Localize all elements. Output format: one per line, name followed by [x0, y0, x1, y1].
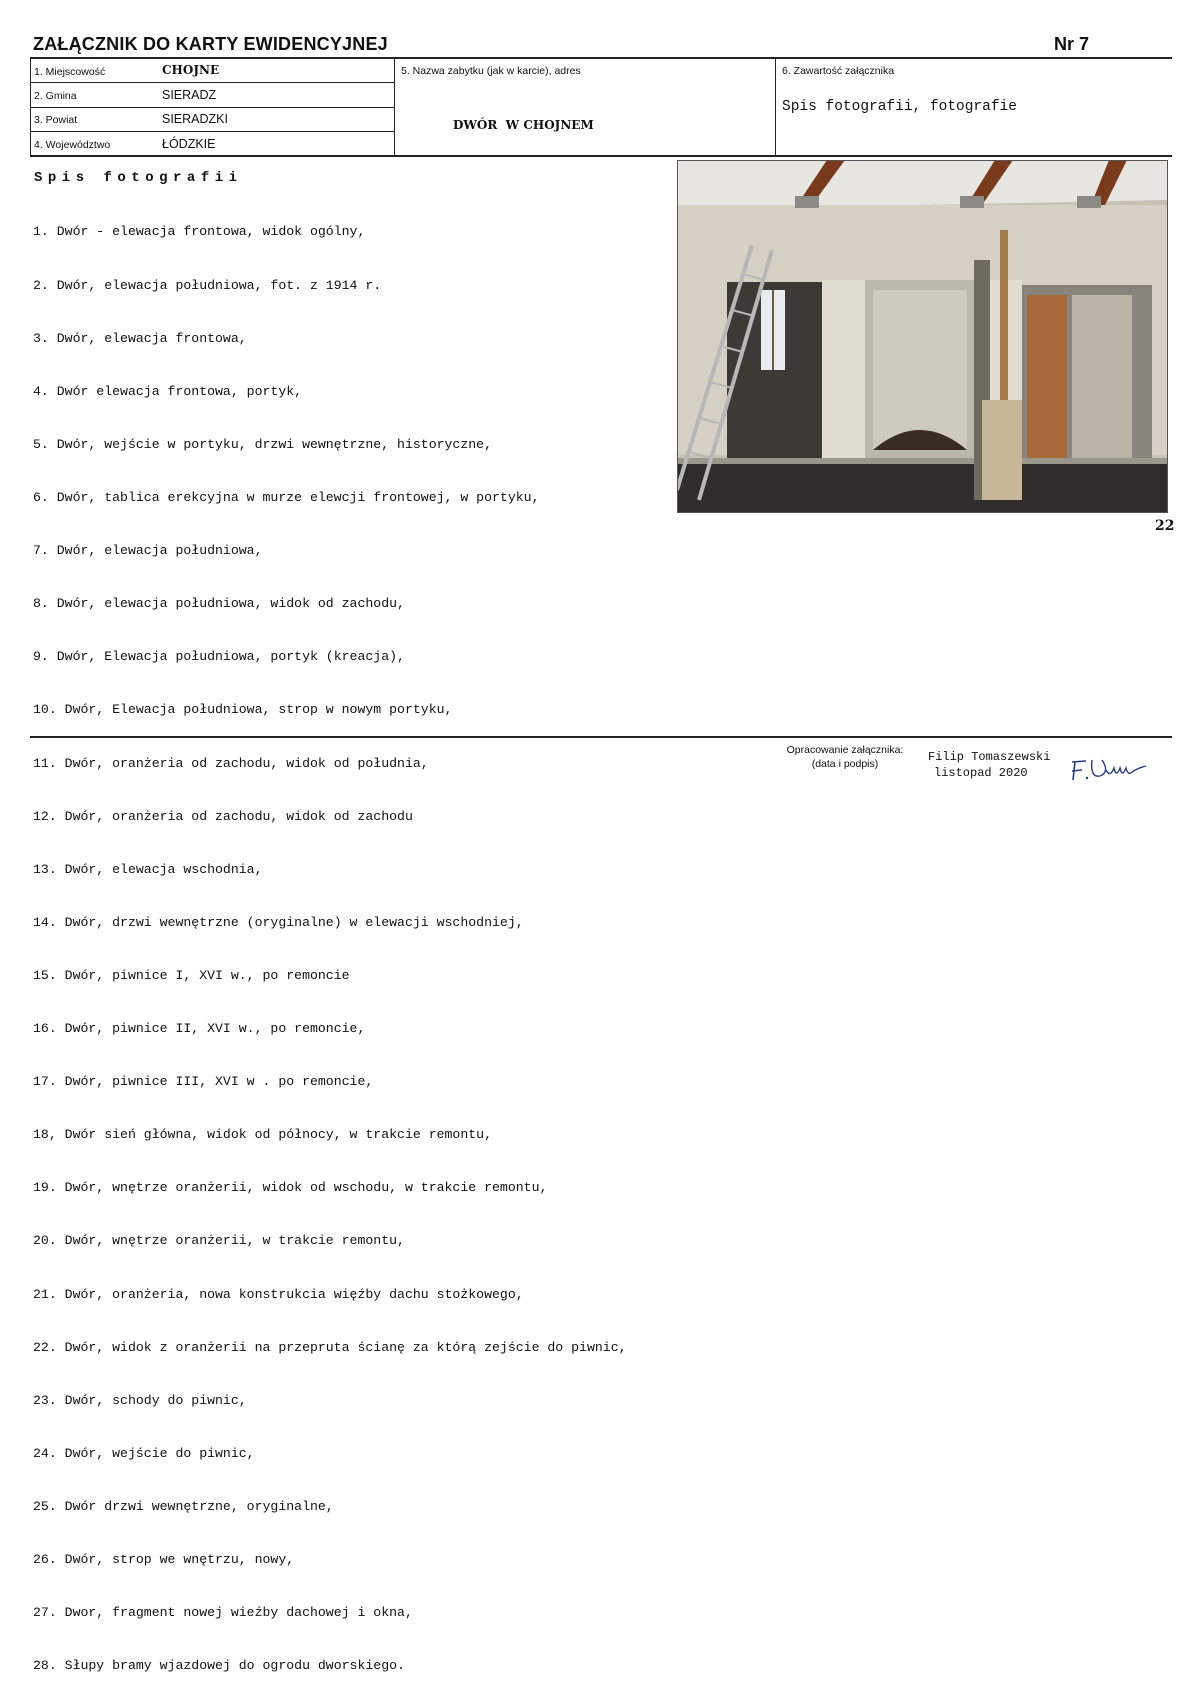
list-item: 26. Dwór, strop we wnętrzu, nowy, — [33, 1552, 295, 1568]
list-item: 5. Dwór, wejście w portyku, drzwi wewnętrzne, historyczne, — [33, 436, 492, 452]
signature — [1066, 752, 1151, 784]
footer-author-block — [928, 749, 1050, 781]
attachment-number: Nr 7 — [1054, 34, 1090, 54]
list-item: 4. Dwór elewacja frontowa, portyk, — [33, 383, 303, 399]
field-label-zabytek: 5. Nazwa zabytku (jak w karcie), adres — [401, 65, 581, 77]
row-divider-2 — [30, 107, 395, 108]
field-value-zawartosc: Spis fotografii, fotografie — [782, 99, 1017, 115]
row-divider-1 — [30, 82, 395, 83]
footer-label-line2: (data i podpis) — [811, 758, 879, 770]
field-label-miejscowosc: 1. Miejscowość — [34, 66, 106, 78]
footer-rule — [30, 736, 1172, 738]
list-item: 7. Dwór, elewacja południowa, — [33, 543, 263, 559]
interior-photo — [677, 160, 1168, 513]
field-value-wojewodztwo: ŁÓDZKIE — [162, 137, 216, 151]
list-item: 27. Dwor, fragment nowej wieźby dachowej i okna, — [33, 1605, 413, 1621]
photo-list-title: Spis fotografii — [34, 170, 243, 186]
list-item: 25. Dwór drzwi wewnętrzne, oryginalne, — [33, 1499, 334, 1515]
list-item: 15. Dwór, piwnice I, XVI w., po remoncie — [33, 967, 350, 983]
row-divider-3 — [30, 131, 395, 132]
field-label-zawartosc: 6. Zawartość załącznika — [782, 65, 895, 77]
list-item: 8. Dwór, elewacja południowa, widok od zachodu, — [33, 596, 405, 612]
list-item: 16. Dwór, piwnice II, XVI w., po remoncie, — [33, 1021, 366, 1037]
footer-label — [780, 743, 910, 771]
footer-date: listopad 2020 — [934, 766, 1028, 780]
field-label-powiat: 3. Powiat — [34, 114, 78, 126]
col-divider-left — [30, 57, 31, 156]
footer-label-line1: Opracowanie załącznika: — [786, 744, 904, 756]
field-label-gmina: 2. Gmina — [34, 90, 77, 102]
list-item: 19. Dwór, wnętrze oranżerii, widok od wschodu, w trakcie remontu, — [33, 1180, 548, 1196]
table-top-rule — [30, 57, 1172, 59]
field-value-miejscowosc: CHOJNE — [162, 63, 220, 77]
col-divider-2 — [775, 57, 776, 156]
list-item: 18, Dwór sień główna, widok od północy, w trakcie remontu, — [33, 1127, 492, 1143]
list-item: 10. Dwór, Elewacja południowa, strop w nowym portyku, — [33, 702, 453, 718]
photo-number: 22 — [1155, 518, 1175, 534]
list-item: 17. Dwór, piwnice III, XVI w . po remoncie, — [33, 1074, 374, 1090]
list-item: 11. Dwór, oranżeria od zachodu, widok od południa, — [33, 755, 429, 771]
list-item: 1. Dwór - elewacja frontowa, widok ogólny, — [33, 224, 366, 240]
list-item: 28. Słupy bramy wjazdowej do ogrodu dworskiego. — [33, 1658, 405, 1674]
list-item: 24. Dwór, wejście do piwnic, — [33, 1445, 255, 1461]
photo-list — [33, 188, 627, 1684]
field-value-powiat: SIERADZKI — [162, 112, 228, 126]
list-item: 21. Dwór, oranżeria, nowa konstrukcia więźby dachu stożkowego, — [33, 1286, 524, 1302]
table-bottom-rule — [30, 155, 1172, 157]
list-item: 3. Dwór, elewacja frontowa, — [33, 330, 247, 346]
list-item: 13. Dwór, elewacja wschodnia, — [33, 861, 263, 877]
field-value-gmina: SIERADZ — [162, 88, 217, 102]
list-item: 6. Dwór, tablica erekcyjna w murze elewcji frontowej, w portyku, — [33, 489, 540, 505]
list-item: 22. Dwór, widok z oranżerii na przepruta ścianę za którą zejście do piwnic, — [33, 1339, 627, 1355]
field-value-zabytek: DWÓR W CHOJNEM — [453, 118, 594, 132]
list-item: 9. Dwór, Elewacja południowa, portyk (kreacja), — [33, 649, 405, 665]
list-item: 23. Dwór, schody do piwnic, — [33, 1392, 247, 1408]
list-item: 12. Dwór, oranżeria od zachodu, widok od zachodu — [33, 808, 413, 824]
field-label-wojewodztwo: 4. Województwo — [34, 139, 111, 151]
list-item: 14. Dwór, drzwi wewnętrzne (oryginalne) w elewacji wschodniej, — [33, 914, 524, 930]
col-divider-1 — [394, 57, 395, 156]
document-title: ZAŁĄCZNIK DO KARTY EWIDENCYJNEJ — [33, 34, 388, 54]
list-item: 20. Dwór, wnętrze oranżerii, w trakcie remontu, — [33, 1233, 405, 1249]
footer-author: Filip Tomaszewski — [928, 750, 1051, 764]
list-item: 2. Dwór, elewacja południowa, fot. z 1914 r. — [33, 277, 382, 293]
